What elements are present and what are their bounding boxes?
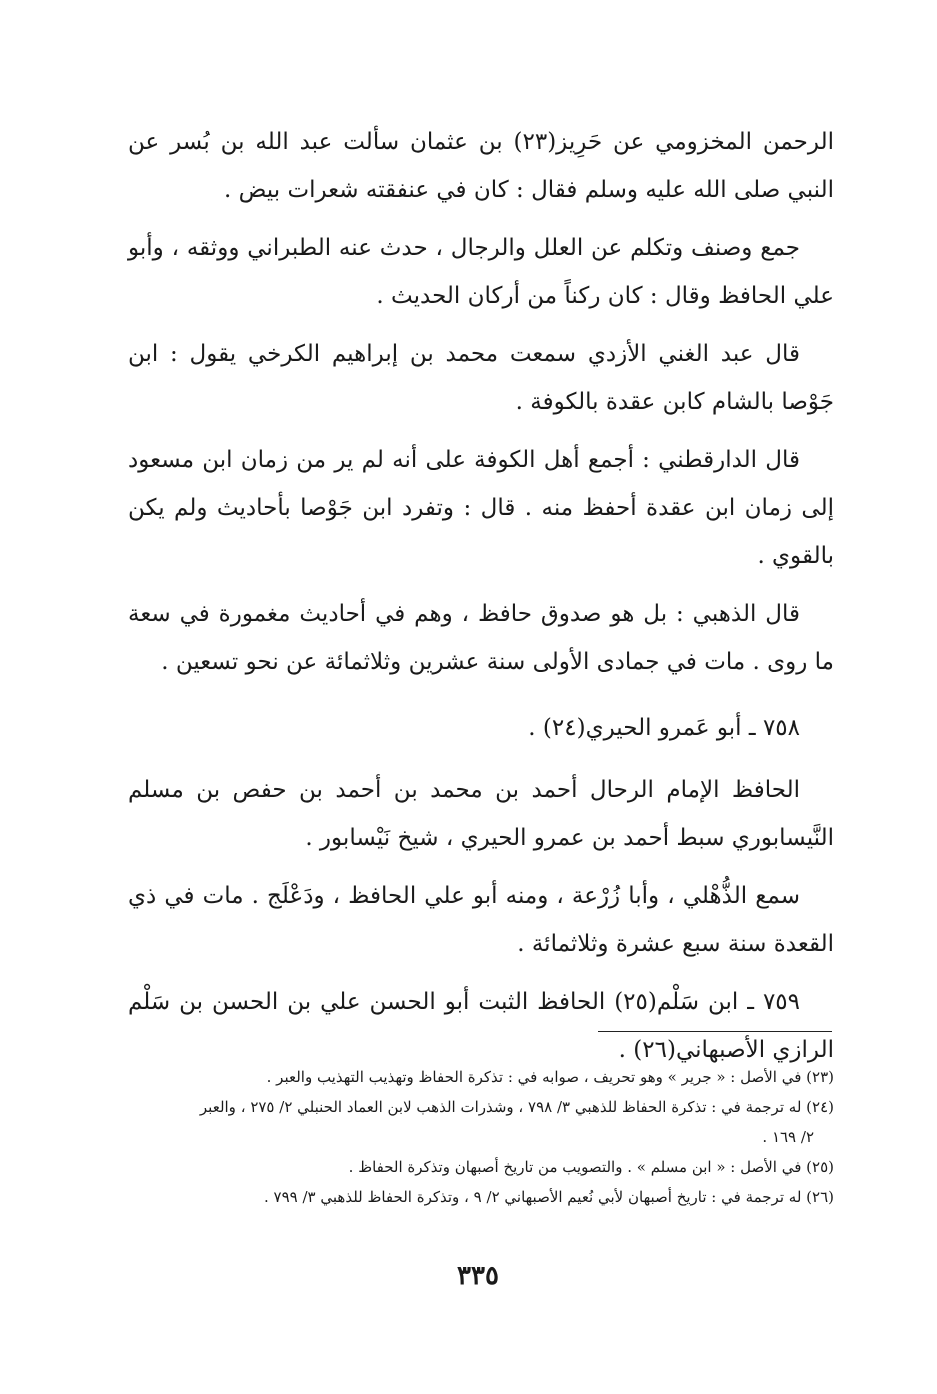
page-number: ٣٣٥ [457,1261,499,1291]
entry-heading-758: ٧٥٨ ـ أبو عَمرو الحيري(٢٤) . [528,715,800,741]
paragraph-daraqutni: قال الدارقطني : أجمع أهل الكوفة على أنه لم ير من زمان ابن مسعود إلى زمان ابن عقدة أحفظ منه . قال : وتفرد ابن جَوْصا بأحاديث ولم يكن بالقوي . [128,447,834,569]
entry-759: ٧٥٩ ـ ابن سَلْم(٢٥) الحافظ الثبت أبو الحسن علي بن الحسن بن سَلْم الرازي الأصبهاني(٢٦) . [128,989,834,1063]
footnote-23: (٢٣) في الأصل : « جرير » وهو تحريف ، صوابه في : تذكرة الحفاظ وتهذيب التهذيب والعبر . [266,1068,834,1086]
paragraph-dhahabi: قال الذهبي : بل هو صدوق حافظ ، وهم في أحاديث مغمورة في سعة ما روى . مات في جمادى الأولى سنة عشرين وثلاثمائة عن نحو تسعين . [128,601,834,675]
paragraph-heard-from: سمع الذُّهْلي ، وأبا زُرْعة ، ومنه أبو علي الحافظ ، ودَعْلَج . مات في ذي القعدة سنة سبع عشرة وثلاثمائة . [128,883,834,957]
footnote-25: (٢٥) في الأصل : « ابن مسلم » . والتصويب من تاريخ أصبهان وتذكرة الحفاظ . [348,1158,834,1176]
footnote-24-continuation: ٢/ ١٦٩ . [762,1128,814,1146]
footnotes [170,1062,834,1212]
main-text [128,118,834,1084]
footnote-26: (٢٦) له ترجمة في : تاريخ أصبهان لأبي نُعيم الأصبهاني ٢/ ٩ ، وتذكرة الحفاظ للذهبي ٣/ ٧٩٩ . [264,1188,834,1206]
footnote-24: (٢٤) له ترجمة في : تذكرة الحفاظ للذهبي ٣/ ٧٩٨ ، وشذرات الذهب لابن العماد الحنبلي ٢/ ٢٧٥ ، والعبر [199,1098,834,1116]
paragraph-hafiz-description: الحافظ الإمام الرحال أحمد بن محمد بن أحمد بن حفص بن مسلم النَّيسابوري سبط أحمد بن عمرو الحيري ، شيخ نَيْسابور . [128,777,834,851]
paragraph-compilation: جمع وصنف وتكلم عن العلل والرجال ، حدث عنه الطبراني ووثقه ، وأبو علي الحافظ وقال : كان ركناً من أركان الحديث . [128,235,834,309]
paragraph-abd-al-ghani: قال عبد الغني الأزدي سمعت محمد بن إبراهيم الكرخي يقول : ابن جَوْصا بالشام كابن عقدة بالكوفة . [128,341,834,415]
paragraph-hadith-continuation: الرحمن المخزومي عن حَرِيز(٢٣) بن عثمان سألت عبد الله بن بُسر عن النبي صلى الله عليه وسلم فقال : كان في عنفقته شعرات بيض . [128,129,834,203]
footnote-divider [598,1031,832,1032]
